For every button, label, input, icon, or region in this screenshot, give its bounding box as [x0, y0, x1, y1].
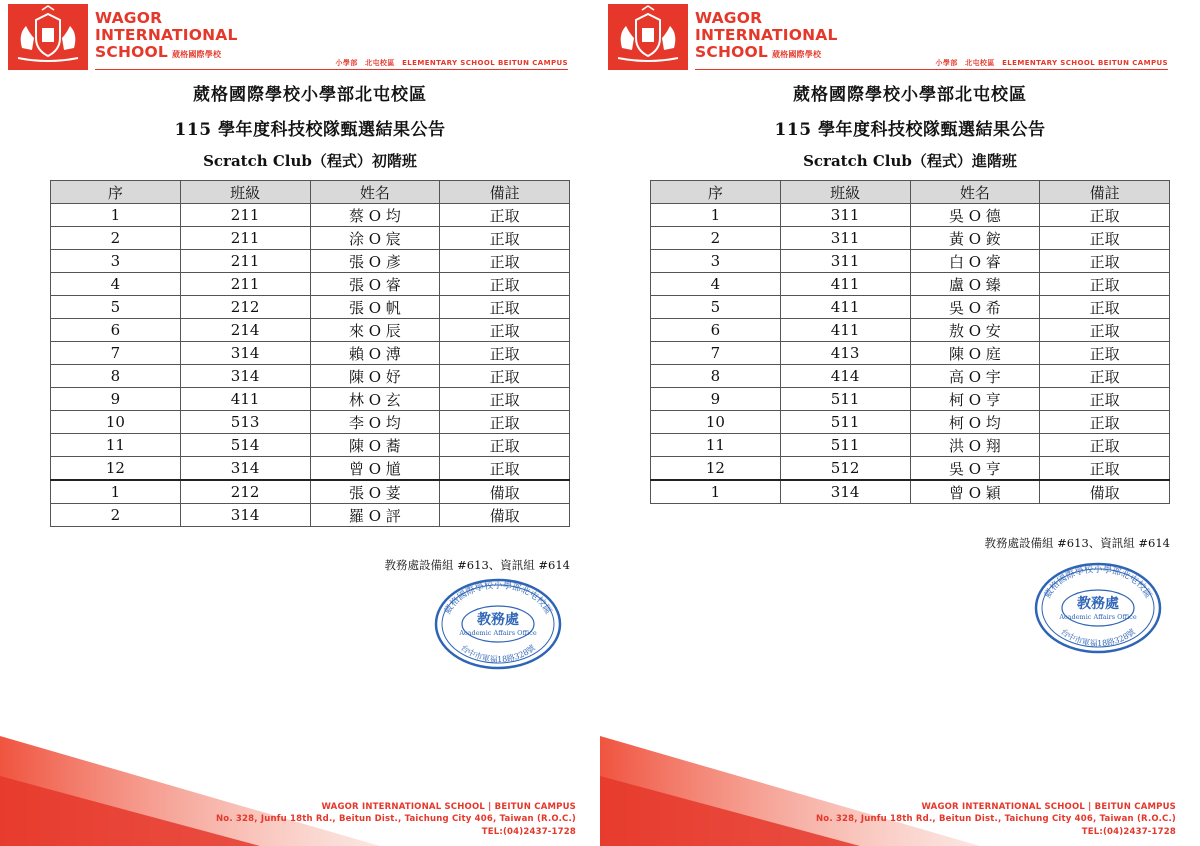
table-row: [51, 227, 570, 250]
cell-remark: 正取: [1040, 273, 1170, 296]
stamp-arc-bottom: 台中市軍福18路328號: [459, 643, 537, 665]
cell-name: 涂 O 宸: [310, 227, 440, 250]
stamp-center-text: 教務處: [477, 612, 519, 628]
class-title: Scratch Club（程式）初階班: [203, 152, 417, 170]
cell-name: 張 O 彥: [310, 250, 440, 273]
cell-remark: 正取: [1040, 227, 1170, 250]
cell-number: 4: [651, 273, 781, 296]
stamp-sub-text: Academic Affairs Office: [1059, 613, 1137, 621]
cell-class: 411: [780, 296, 910, 319]
cell-remark: 正取: [440, 273, 570, 296]
cell-remark: 正取: [1040, 296, 1170, 319]
column-header-class: 班級: [180, 181, 310, 204]
school-title: 葳格國際學校小學部北屯校區: [193, 85, 427, 105]
cell-remark: 正取: [440, 250, 570, 273]
table-row: [51, 273, 570, 296]
table-row-waitlist: [51, 480, 570, 504]
cell-class: 314: [180, 457, 310, 481]
cell-remark: 正取: [440, 457, 570, 481]
table-row-waitlist: [651, 480, 1170, 504]
cell-class: 511: [780, 388, 910, 411]
cell-class: 512: [780, 457, 910, 481]
cell-class: 511: [780, 411, 910, 434]
cell-class: 311: [780, 204, 910, 227]
cell-number: 2: [651, 227, 781, 250]
school-crest-logo: [608, 4, 688, 70]
cell-number: 11: [51, 434, 181, 457]
table-row: [651, 250, 1170, 273]
cell-remark: 備取: [440, 480, 570, 504]
cell-name: 陳 O 妤: [310, 365, 440, 388]
contact-extensions: 教務處設備組 #613、資訊組 #614: [984, 536, 1170, 550]
stamp-sub-text: Academic Affairs Office: [459, 629, 537, 637]
cell-remark: 正取: [440, 319, 570, 342]
brand-line-2: INTERNATIONAL: [95, 26, 238, 44]
cell-number: 5: [51, 296, 181, 319]
cell-remark: 正取: [1040, 319, 1170, 342]
cell-number: 10: [51, 411, 181, 434]
cell-name: 高 O 宇: [910, 365, 1040, 388]
cell-remark: 正取: [440, 227, 570, 250]
cell-name: 陳 O 庭: [910, 342, 1040, 365]
column-header-number: 序: [51, 181, 181, 204]
table-row: [51, 388, 570, 411]
school-title: 葳格國際學校小學部北屯校區: [793, 85, 1027, 105]
cell-class: 411: [180, 388, 310, 411]
cell-class: 314: [180, 504, 310, 527]
cell-class: 314: [180, 342, 310, 365]
announcement-title: 115 學年度科技校隊甄選結果公告: [174, 120, 446, 140]
cell-remark: 備取: [440, 504, 570, 527]
cell-class: 514: [180, 434, 310, 457]
cell-class: 513: [180, 411, 310, 434]
stamp-center-text: 教務處: [1077, 596, 1119, 612]
table-row: [651, 388, 1170, 411]
cell-class: 413: [780, 342, 910, 365]
cell-name: 曾 O 馗: [310, 457, 440, 481]
footer-address: [816, 801, 1176, 839]
cell-class: 212: [180, 296, 310, 319]
table-row: [651, 319, 1170, 342]
column-header-number: 序: [651, 181, 781, 204]
cell-class: 212: [180, 480, 310, 504]
column-header-remark: 備註: [1040, 181, 1170, 204]
academic-affairs-stamp: [434, 578, 562, 670]
cell-number: 7: [51, 342, 181, 365]
table-row: [51, 365, 570, 388]
cell-remark: 備取: [1040, 480, 1170, 504]
table-row: [651, 411, 1170, 434]
cell-name: 羅 O 評: [310, 504, 440, 527]
column-header-remark: 備註: [440, 181, 570, 204]
cell-name: 吳 O 德: [910, 204, 1040, 227]
cell-number: 5: [651, 296, 781, 319]
cell-class: 411: [780, 319, 910, 342]
cell-number: 2: [51, 504, 181, 527]
cell-class: 311: [780, 250, 910, 273]
brand-chinese-name: 葳格國際學校: [771, 50, 822, 59]
cell-name: 白 O 睿: [910, 250, 1040, 273]
footer-line-2: No. 328, Junfu 18th Rd., Beitun Dist., Taichung City 406, Taiwan (R.O.C.): [215, 814, 576, 824]
cell-class: 314: [180, 365, 310, 388]
footer-line-1: WAGOR INTERNATIONAL SCHOOL | BEITUN CAMPUS: [921, 801, 1176, 812]
academic-affairs-stamp: [1034, 562, 1162, 654]
cell-name: 張 O 荽: [310, 480, 440, 504]
cell-number: 1: [51, 480, 181, 504]
cell-number: 11: [651, 434, 781, 457]
table-row-waitlist: [51, 504, 570, 527]
cell-number: 3: [651, 250, 781, 273]
results-table: [50, 180, 570, 527]
cell-remark: 正取: [440, 434, 570, 457]
table-row: [51, 434, 570, 457]
column-header-name: 姓名: [310, 181, 440, 204]
table-header-row: [651, 181, 1170, 204]
cell-number: 6: [51, 319, 181, 342]
cell-remark: 正取: [440, 388, 570, 411]
stamp-arc-bottom: 台中市軍福18路328號: [1059, 627, 1137, 649]
school-crest-logo: [8, 4, 88, 70]
campus-label: 小學部 北屯校區 ELEMENTARY SCHOOL BEITUN CAMPUS: [935, 59, 1168, 67]
cell-name: 林 O 玄: [310, 388, 440, 411]
cell-name: 盧 O 臻: [910, 273, 1040, 296]
table-row: [651, 273, 1170, 296]
table-row: [51, 411, 570, 434]
cell-class: 411: [780, 273, 910, 296]
brand-line-1: WAGOR: [95, 9, 163, 27]
cell-class: 511: [780, 434, 910, 457]
cell-name: 賴 O 溥: [310, 342, 440, 365]
cell-number: 9: [51, 388, 181, 411]
cell-class: 414: [780, 365, 910, 388]
cell-remark: 正取: [440, 204, 570, 227]
cell-name: 李 O 均: [310, 411, 440, 434]
brand-line-3: SCHOOL: [695, 43, 768, 61]
cell-class: 211: [180, 273, 310, 296]
cell-remark: 正取: [1040, 457, 1170, 481]
table-row: [51, 296, 570, 319]
cell-name: 黃 O 銨: [910, 227, 1040, 250]
header-divider: [695, 69, 1168, 70]
cell-name: 陳 O 蕎: [310, 434, 440, 457]
brand-line-1: WAGOR: [695, 9, 763, 27]
cell-class: 211: [180, 204, 310, 227]
cell-class: 314: [780, 480, 910, 504]
cell-name: 敖 O 安: [910, 319, 1040, 342]
cell-number: 7: [651, 342, 781, 365]
cell-name: 蔡 O 均: [310, 204, 440, 227]
page-advanced: [600, 0, 1200, 846]
cell-class: 211: [180, 250, 310, 273]
table-row: [51, 457, 570, 481]
cell-number: 4: [51, 273, 181, 296]
table-row: [651, 296, 1170, 319]
cell-class: 311: [780, 227, 910, 250]
cell-remark: 正取: [440, 342, 570, 365]
footer-line-3: TEL:(04)2437-1728: [481, 826, 576, 837]
cell-number: 12: [651, 457, 781, 481]
cell-name: 張 O 睿: [310, 273, 440, 296]
cell-number: 1: [651, 480, 781, 504]
table-row: [651, 227, 1170, 250]
cell-remark: 正取: [1040, 434, 1170, 457]
brand-line-2: INTERNATIONAL: [695, 26, 838, 44]
cell-remark: 正取: [1040, 250, 1170, 273]
cell-remark: 正取: [440, 365, 570, 388]
table-row: [651, 342, 1170, 365]
table-row: [51, 250, 570, 273]
cell-name: 曾 O 穎: [910, 480, 1040, 504]
column-header-class: 班級: [780, 181, 910, 204]
cell-name: 柯 O 亨: [910, 388, 1040, 411]
table-row: [651, 457, 1170, 481]
cell-remark: 正取: [1040, 365, 1170, 388]
table-row: [51, 319, 570, 342]
cell-name: 來 O 辰: [310, 319, 440, 342]
cell-number: 6: [651, 319, 781, 342]
cell-number: 1: [651, 204, 781, 227]
cell-name: 洪 O 翔: [910, 434, 1040, 457]
cell-number: 8: [51, 365, 181, 388]
column-header-name: 姓名: [910, 181, 1040, 204]
cell-number: 3: [51, 250, 181, 273]
table-row: [51, 204, 570, 227]
footer-address: [216, 801, 576, 839]
brand-line-3: SCHOOL: [95, 43, 168, 61]
footer-line-2: No. 328, Junfu 18th Rd., Beitun Dist., Taichung City 406, Taiwan (R.O.C.): [815, 814, 1176, 824]
footer-line-3: TEL:(04)2437-1728: [1081, 826, 1176, 837]
cell-name: 張 O 帆: [310, 296, 440, 319]
cell-remark: 正取: [440, 411, 570, 434]
table-row: [51, 342, 570, 365]
footer-line-1: WAGOR INTERNATIONAL SCHOOL | BEITUN CAMPUS: [321, 801, 576, 812]
results-table: [650, 180, 1170, 504]
table-row: [651, 204, 1170, 227]
cell-number: 1: [51, 204, 181, 227]
cell-number: 10: [651, 411, 781, 434]
stamp-arc-top: 葳格國際學校小學部北屯校區: [443, 581, 553, 617]
table-row: [651, 434, 1170, 457]
cell-remark: 正取: [1040, 204, 1170, 227]
cell-remark: 正取: [1040, 388, 1170, 411]
campus-label: 小學部 北屯校區 ELEMENTARY SCHOOL BEITUN CAMPUS: [335, 59, 568, 67]
class-title: Scratch Club（程式）進階班: [803, 152, 1017, 170]
table-header-row: [51, 181, 570, 204]
cell-remark: 正取: [1040, 342, 1170, 365]
cell-class: 214: [180, 319, 310, 342]
cell-remark: 正取: [1040, 411, 1170, 434]
cell-name: 吳 O 希: [910, 296, 1040, 319]
stamp-arc-top: 葳格國際學校小學部北屯校區: [1043, 565, 1153, 601]
cell-name: 柯 O 均: [910, 411, 1040, 434]
cell-class: 211: [180, 227, 310, 250]
cell-number: 9: [651, 388, 781, 411]
cell-name: 吳 O 亨: [910, 457, 1040, 481]
cell-number: 12: [51, 457, 181, 481]
table-row: [651, 365, 1170, 388]
school-brand: [95, 10, 238, 63]
cell-number: 8: [651, 365, 781, 388]
contact-extensions: 教務處設備組 #613、資訊組 #614: [384, 558, 570, 572]
header-divider: [95, 69, 568, 70]
cell-remark: 正取: [440, 296, 570, 319]
school-brand: [695, 10, 838, 63]
announcement-title: 115 學年度科技校隊甄選結果公告: [774, 120, 1046, 140]
brand-chinese-name: 葳格國際學校: [171, 50, 222, 59]
cell-number: 2: [51, 227, 181, 250]
